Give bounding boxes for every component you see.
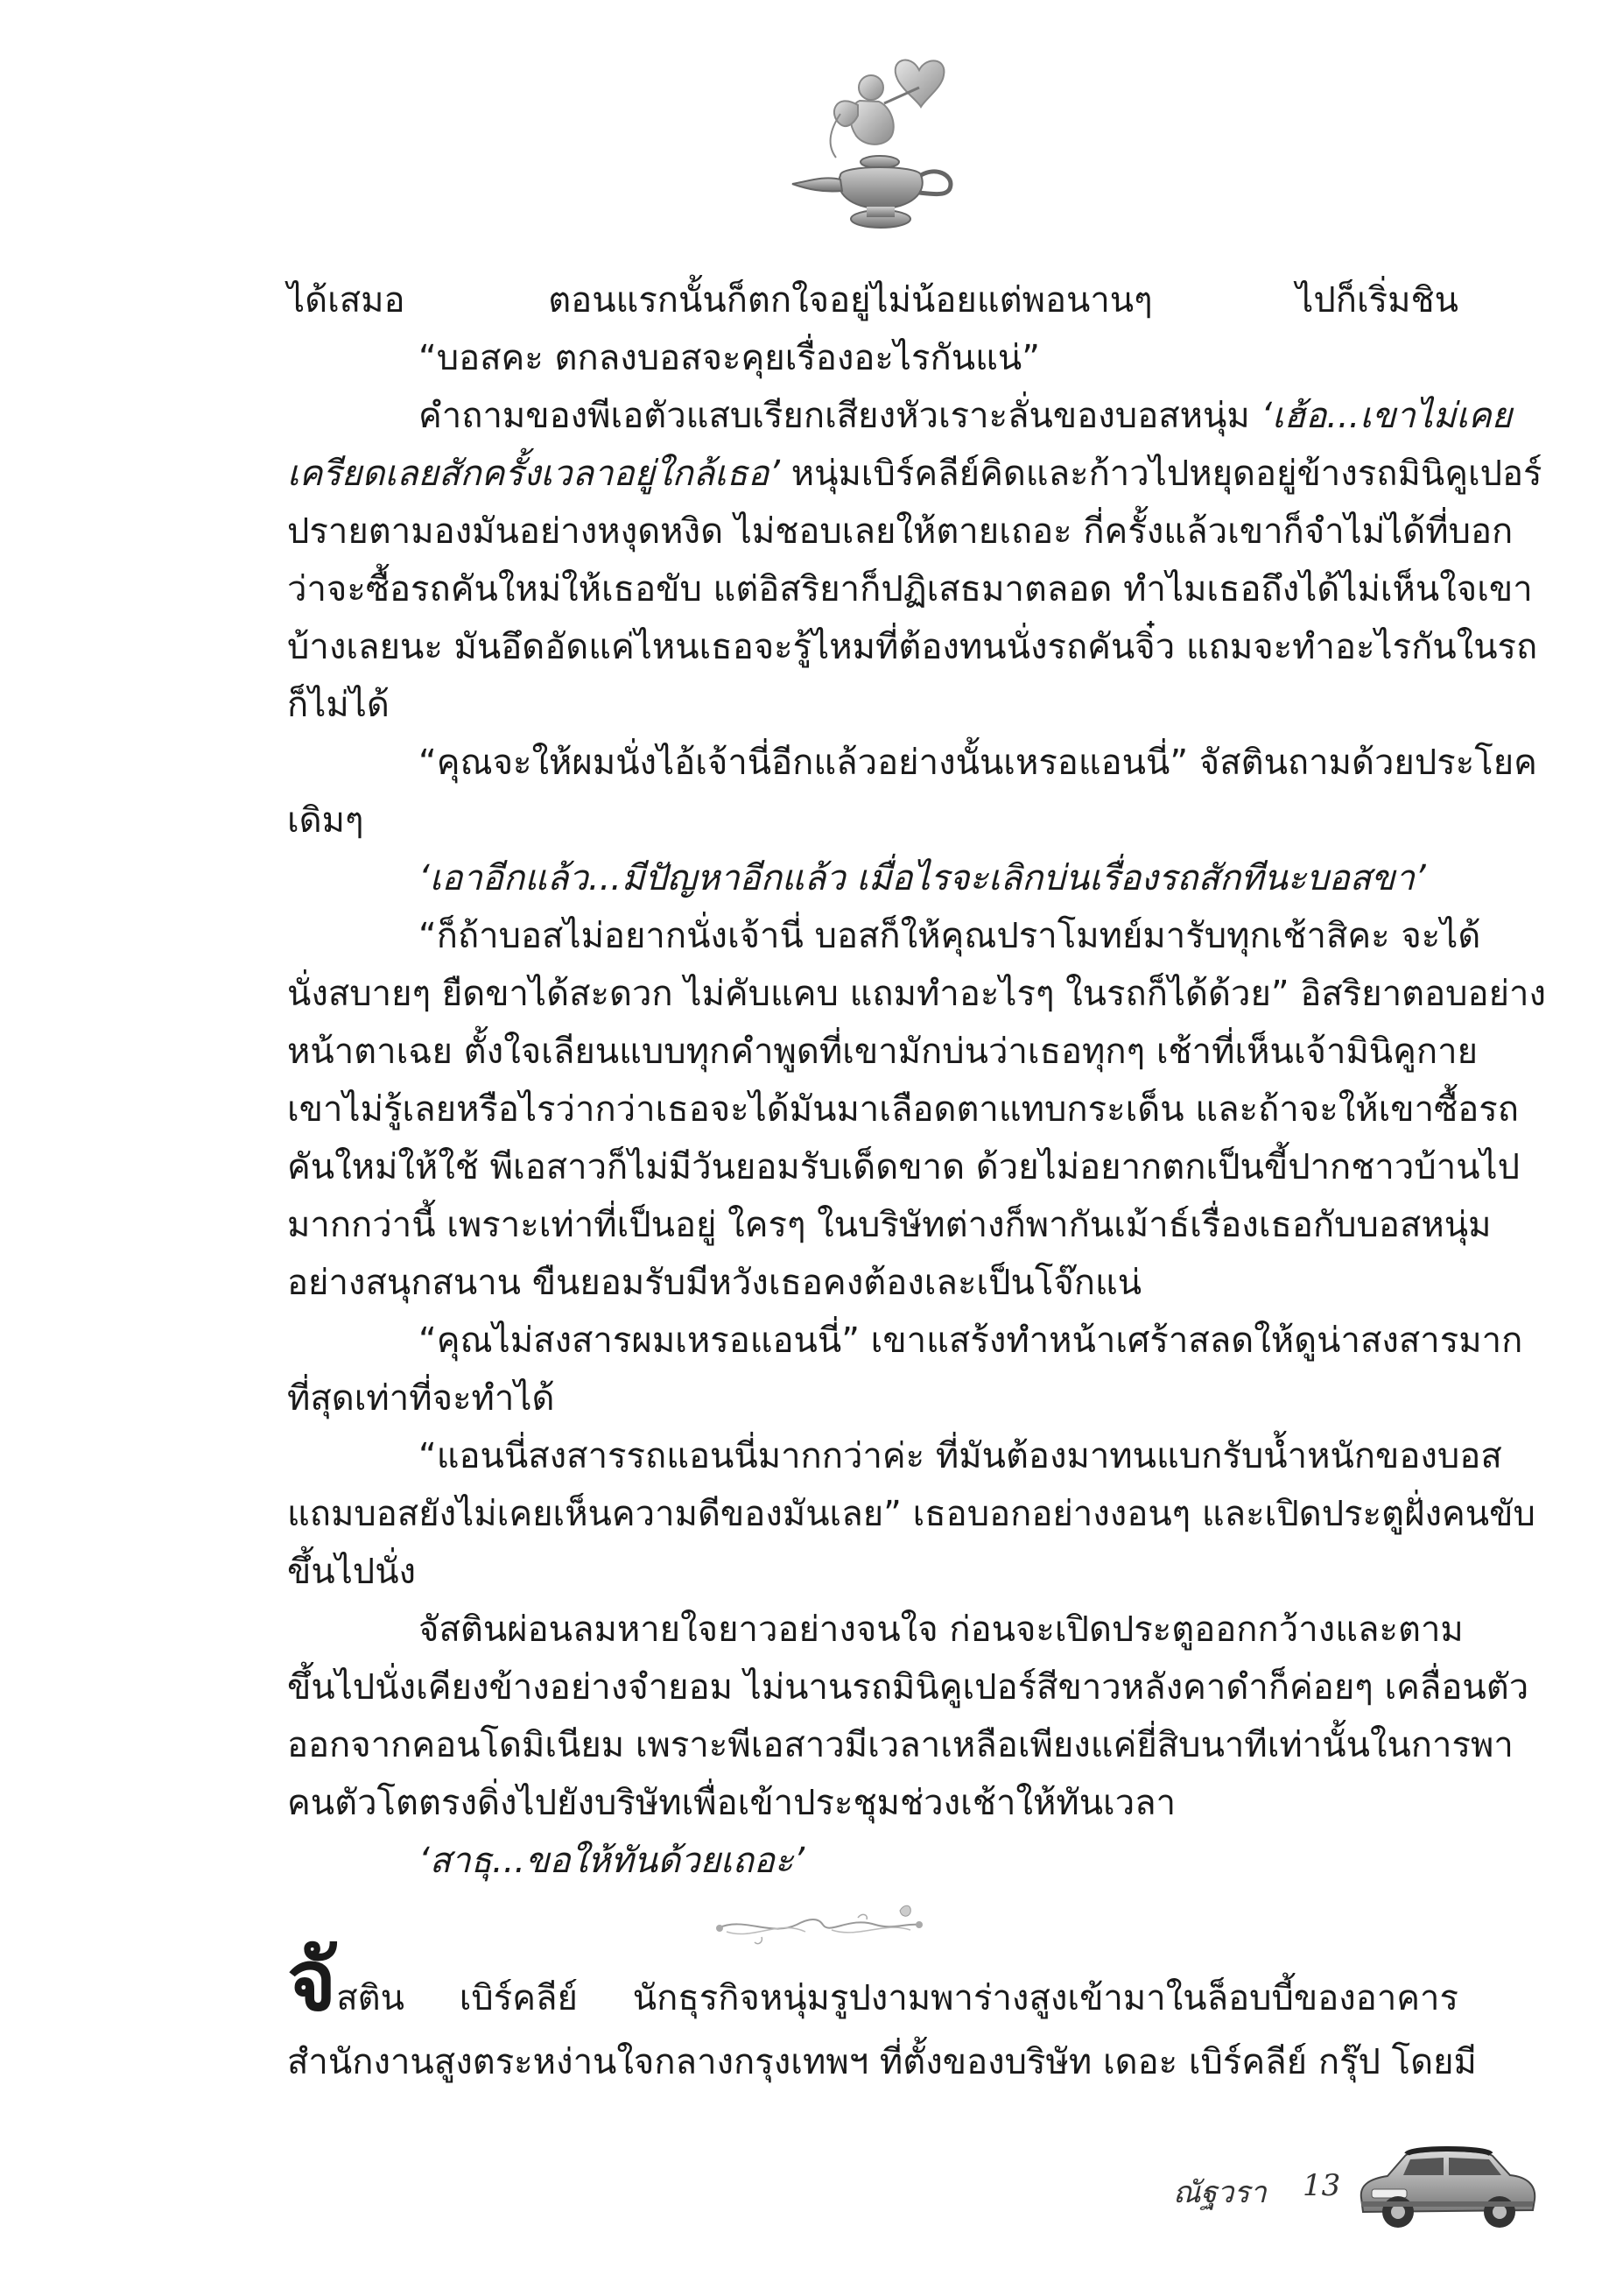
body-line: เดิมๆ <box>287 800 364 841</box>
floral-ornament-icon <box>709 1898 928 1951</box>
section-two-line <box>287 1932 1458 2033</box>
body-line: คนตัวโตตรงดิ่งไปยังบริษัทเพื่อเข้าประชุมช่วงเช้าให้ทันเวลา <box>287 1783 1177 1823</box>
body-line: คันใหม่ให้ใช้ พีเอสาวก็ไม่มีวันยอมรับเด็ดขาด ด้วยไม่อยากตกเป็นขี้ปากชาวบ้านไป <box>287 1147 1521 1187</box>
body-line: เขาไม่รู้เลยหรือไรว่ากว่าเธอจะได้มันมาเลือดตาแทบกระเด็น และถ้าจะให้เขาซื้อรถ <box>287 1089 1519 1130</box>
body-line: บ้างเลยนะ มันอึดอัดแค่ไหนเธอจะรู้ไหมที่ต้องทนนั่งรถคันจิ๋ว แถมจะทำอะไรกันในรถ <box>287 627 1538 667</box>
mini-cooper-car-icon <box>1352 2137 1541 2233</box>
body-line <box>287 445 1542 503</box>
page-footer <box>1173 2137 1541 2242</box>
body-line: “คุณไม่สงสารผมเหรอแอนนี่” เขาแสร้งทำหน้าเศร้าสลดให้ดูน่าสงสารมาก <box>418 1321 1523 1361</box>
section-two-line: สำนักงานสูงตระหง่านใจกลางกรุงเทพฯ ที่ตั้งของบริษัท เดอะ เบิร์คลีย์ กรุ๊ป โดยมี <box>287 2042 1477 2082</box>
body-line: ปรายตามองมันอย่างหงุดหงิด ไม่ชอบเลยให้ตายเถอะ กี่ครั้งแล้วเขาก็จำไม่ได้ที่บอก <box>287 511 1514 552</box>
cupid-on-magic-lamp-icon <box>788 53 963 241</box>
body-line: แถมบอสยังไม่เคยเห็นความดีของมันเลย” เธอบอกอย่างงอนๆ และเปิดประตูฝั่งคนขับ <box>287 1494 1535 1534</box>
body-line: “คุณจะให้ผมนั่งไอ้เจ้านี่อีกแล้วอย่างนั้นเหรอแอนนี่” จัสตินถามด้วยประโยค <box>418 743 1537 783</box>
body-line: มากกว่านี้ เพราะเท่าที่เป็นอยู่ ใครๆ ในบริษัทต่างก็พากันเม้าธ์เรื่องเธอกับบอสหนุ่ม <box>287 1205 1492 1245</box>
body-line-italic: เครียดเลยสักครั้งเวลาอยู่ใกล้เธอ’ <box>287 454 781 494</box>
body-line: “ก็ถ้าบอสไม่อยากนั่งเจ้านี่ บอสก็ให้คุณปราโมทย์มารับทุกเช้าสิคะ จะได้ <box>418 916 1481 956</box>
body-line: ที่สุดเท่าที่จะทำได้ <box>287 1378 555 1419</box>
body-line: นั่งสบายๆ ยืดขาได้สะดวก ไม่คับแคบ แถมทำอะไรๆ ในรถก็ได้ด้วย” อิสริยาตอบอย่าง <box>287 974 1547 1014</box>
body-line: หน้าตาเฉย ตั้งใจเลียนแบบทุกคำพูดที่เขามักบ่นว่าเธอทุกๆ เช้าที่เห็นเจ้ามินิคูกาย <box>287 1032 1478 1072</box>
body-line: จัสตินผ่อนลมหายใจยาวอย่างจนใจ ก่อนจะเปิดประตูออกกว้างและตาม <box>418 1609 1464 1650</box>
body-line: ขึ้นไปนั่ง <box>287 1552 417 1592</box>
drop-cap: จั <box>287 1932 337 2030</box>
body-line: ขึ้นไปนั่งเคียงข้างอย่างจำยอม ไม่นานรถมินิคูเปอร์สีขาวหลังคาดำก็ค่อยๆ เคลื่อนตัว <box>287 1667 1529 1708</box>
body-line <box>287 387 1513 445</box>
body-line-italic: ‘เอาอีกแล้ว...มีปัญหาอีกแล้ว เมื่อไรจะเลิกบ่นเรื่องรถสักทีนะบอสขา’ <box>418 858 1426 898</box>
body-line: อย่างสนุกสนาน ขืนยอมรับมีหวังเธอคงต้องเละเป็นโจ๊กแน่ <box>287 1263 1142 1303</box>
body-line: ว่าจะซื้อรถคันใหม่ให้เธอขับ แต่อิสริยาก็ปฏิเสธมาตลอด ทำไมเธอถึงได้ไม่เห็นใจเขา <box>287 569 1533 609</box>
body-line: ออกจากคอนโดมิเนียม เพราะพีเอสาวมีเวลาเหลือเพียงแค่ยี่สิบนาทีเท่านั้นในการพา <box>287 1725 1514 1765</box>
body-line-part: คำถามของพีเอตัวแสบเรียกเสียงหัวเราะลั่นของบอสหนุ่ม <box>418 396 1261 436</box>
body-line-italic: ‘สาธุ...ขอให้ทันด้วยเถอะ’ <box>418 1841 805 1881</box>
body-line: ก็ไม่ได้ <box>287 685 390 725</box>
section-two <box>287 1932 1477 2091</box>
body-line-part: หนุ่มเบิร์คลีย์คิดและก้าวไปหยุดอยู่ข้างรถมินิคูเปอร์ <box>780 454 1542 494</box>
author-name: ณัฐวรา <box>1173 2175 1267 2210</box>
body-line-italic: ‘เฮ้อ...เขาไม่เคย <box>1261 396 1513 436</box>
section-two-line-rest: สติน เบิร์คลีย์ นักธุรกิจหนุ่มรูปงามพาร่างสูงเข้ามาในล็อบบี้ของอาคาร <box>336 1978 1458 2018</box>
body-text <box>287 271 1547 1890</box>
body-line: “บอสคะ ตกลงบอสจะคุยเรื่องอะไรกันแน่” <box>418 338 1040 378</box>
page-number: 13 <box>1303 2168 1341 2203</box>
body-line: ได้เสมอ ตอนแรกนั้นก็ตกใจอยู่ไม่น้อยแต่พอนานๆ ไปก็เริ่มชิน <box>287 280 1458 320</box>
body-line: “แอนนี่สงสารรถแอนนี่มากกว่าค่ะ ที่มันต้องมาทนแบกรับน้ำหนักของบอส <box>418 1436 1502 1476</box>
